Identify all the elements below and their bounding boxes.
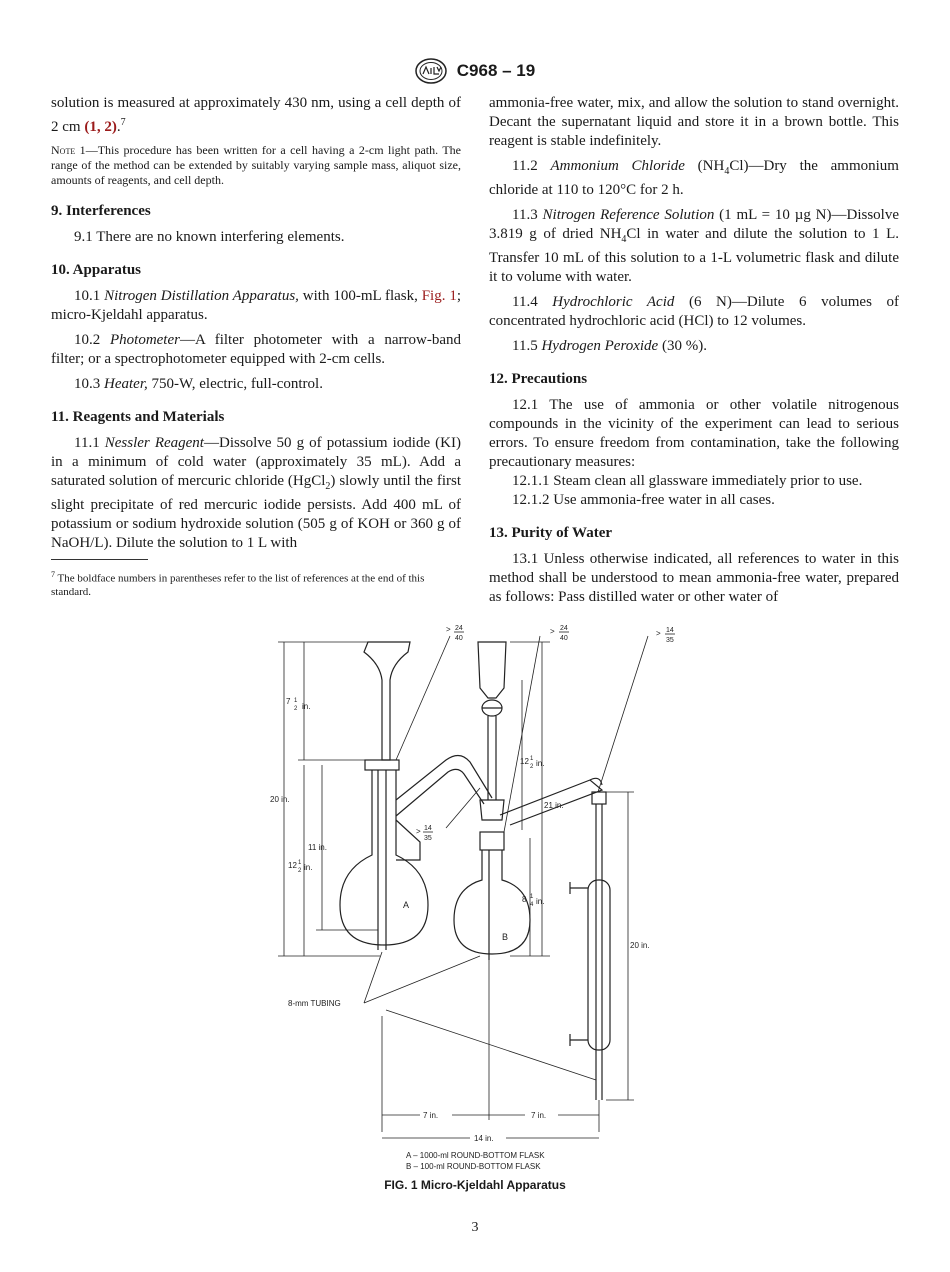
svg-text:7 in.: 7 in. — [531, 1111, 547, 1120]
paragraph-11-5: 11.5 Hydrogen Peroxide (30 %). — [512, 338, 707, 354]
figure-kjeldahl-apparatus — [270, 620, 700, 1180]
svg-text:1: 1 — [530, 756, 534, 762]
flask-b-assembly — [454, 642, 602, 960]
svg-text:in.: in. — [536, 897, 545, 906]
svg-text:7 in.: 7 in. — [423, 1111, 439, 1120]
right-column — [489, 94, 899, 613]
svg-text:in.: in. — [302, 702, 311, 711]
page-header — [0, 58, 950, 84]
paragraph-11-1: 11.1 Nessler Reagent—Dissolve 50 g of potassium iodide (KI) in a minimum of cold water (approximately 35 mL). Add a saturated solution of mercuric chloride (HgCl$_2$) slowly until the first slight precipitate of red mercuric iodide persists. Add 400 mL of potassium or sodium hydroxide solution (505 g of KOH or 360 g of NaOH/L). Dilute the solution to 1 L with — [51, 435, 462, 551]
svg-text:>: > — [550, 627, 555, 636]
svg-text:11 in.: 11 in. — [308, 843, 327, 852]
paragraph-11-3: 11.3 Nitrogen Reference Solution (1 mL = 10 µg N)—Dissolve 3.819 g of dried $NH_4Cl$ in water and dilute the solution to 1 L. Transfer 10 mL of this solution to a 1-L volumetric flask and dilute it to volume with water. — [489, 207, 899, 285]
left-column — [51, 94, 461, 559]
footnote-divider — [51, 559, 148, 560]
paragraph-10-3: 10.3 Heater, 750-W, electric, full-control. — [74, 376, 323, 392]
footnote: $^7$ The boldface numbers in parentheses refer to the list of references at the end of this standard. — [51, 570, 425, 598]
flask-a — [340, 642, 428, 950]
svg-text:1: 1 — [298, 860, 302, 866]
section-heading-9: 9. Interferences — [51, 203, 151, 219]
paragraph-12-1-2: 12.1.2 Use ammonia-free water in all cases. — [512, 492, 775, 508]
page-number: 3 — [471, 1220, 479, 1235]
paragraph-13-1: 13.1 Unless otherwise indicated, all references to water in this method shall be understood to mean ammonia-free water, prepared as follows: Pass distilled water or other water of — [489, 551, 899, 605]
paragraph-12-1: 12.1 The use of ammonia or other volatile nitrogenous compounds in the vicinity of the experiment can lead to serious errors. To ensure freedom from contamination, take the following precautionary measures: — [489, 397, 899, 470]
svg-text:A – 1000-ml ROUND-BOTTOM FLASK: A – 1000-ml ROUND-BOTTOM FLASK — [406, 1151, 545, 1160]
svg-text:>: > — [416, 827, 421, 836]
svg-text:2: 2 — [530, 764, 534, 770]
svg-text:7: 7 — [286, 697, 291, 706]
svg-text:2: 2 — [298, 868, 302, 874]
dimension-lines-left — [270, 642, 380, 956]
paragraph-12-1-1: 12.1.1 Steam clean all glassware immediately prior to use. — [512, 473, 863, 489]
svg-text:in.: in. — [536, 759, 545, 768]
svg-text:20 in.: 20 in. — [630, 941, 650, 950]
svg-text:12: 12 — [288, 861, 297, 870]
reference-link[interactable]: (1, 2) — [84, 119, 117, 135]
section-heading-13: 13. Purity of Water — [489, 525, 613, 541]
svg-text:35: 35 — [666, 637, 674, 644]
svg-text:14: 14 — [424, 825, 432, 832]
dimension-lines-bottom — [382, 960, 599, 1171]
svg-text:1: 1 — [530, 894, 534, 900]
svg-text:14: 14 — [666, 627, 674, 634]
section-heading-11: 11. Reagents and Materials — [51, 409, 225, 425]
svg-text:14 in.: 14 in. — [474, 1134, 494, 1143]
svg-text:A: A — [403, 900, 410, 910]
document-code: C968 – 19 — [456, 61, 536, 80]
svg-text:21 in.: 21 in. — [544, 801, 564, 810]
joint-labels — [396, 625, 675, 842]
paragraph-continued: solution is measured at approximately 430 nm, using a cell depth of 2 cm (1, 2).$^7$ — [51, 95, 461, 135]
paragraph-11-4: 11.4 Hydrochloric Acid (6 N)—Dilute 6 volumes of concentrated hydrochloric acid (HCl) to 12 volumes. — [489, 294, 899, 329]
svg-text:24: 24 — [560, 625, 568, 632]
svg-text:1: 1 — [294, 698, 298, 704]
section-heading-10: 10. Apparatus — [51, 262, 142, 278]
svg-text:8: 8 — [522, 895, 527, 904]
apparatus-diagram — [270, 620, 700, 1180]
svg-text:B: B — [502, 932, 509, 942]
condenser — [570, 778, 610, 1100]
section-heading-12: 12. Precautions — [489, 371, 588, 387]
svg-text:8-mm TUBING: 8-mm TUBING — [288, 999, 341, 1008]
svg-text:35: 35 — [424, 835, 432, 842]
tubing-label — [288, 952, 596, 1080]
svg-text:4: 4 — [530, 902, 534, 908]
svg-text:>: > — [656, 629, 661, 638]
paragraph-9-1: 9.1 There are no known interfering elements. — [74, 229, 345, 245]
svg-text:40: 40 — [455, 635, 463, 642]
figure-link[interactable]: Fig. 1 — [421, 288, 457, 304]
figure-caption: FIG. 1 Micro-Kjeldahl Apparatus — [384, 1178, 566, 1192]
paragraph-10-2: 10.2 Photometer—A filter photometer with a narrow-band filter; or a spectrophotometer equipped with 2-cm cells. — [51, 332, 462, 367]
astm-logo-icon — [415, 58, 447, 84]
dimension-lines-right — [510, 642, 650, 1100]
svg-text:2: 2 — [294, 706, 298, 712]
svg-text:24: 24 — [455, 625, 463, 632]
paragraph-10-1: 10.1 Nitrogen Distillation Apparatus, with 100-mL flask, Fig. 1; micro-Kjeldahl apparatus. — [51, 288, 462, 323]
paragraph-continued-right: ammonia-free water, mix, and allow the solution to stand overnight. Decant the supernatant liquid and store it in a brown bottle. This reagent is stable indefinitely. — [489, 95, 899, 149]
paragraph-11-2: 11.2 Ammonium Chloride $(NH_4Cl)—Dry$ the ammonium chloride at 110 to 120°C for 2 h. — [489, 158, 899, 198]
svg-text:12: 12 — [520, 757, 529, 766]
svg-text:B – 100-ml ROUND-BOTTOM FLASK: B – 100-ml ROUND-BOTTOM FLASK — [406, 1162, 541, 1171]
svg-text:40: 40 — [560, 635, 568, 642]
svg-text:20 in.: 20 in. — [270, 795, 290, 804]
svg-text:in.: in. — [304, 863, 313, 872]
note-1: Note 1—This procedure has been written for a cell having a 2-cm light path. The range of the method can be extended by suitably varying sample mass, aliquot size, amounts of reagents, and cell depth. — [51, 143, 462, 187]
svg-text:>: > — [446, 625, 451, 634]
